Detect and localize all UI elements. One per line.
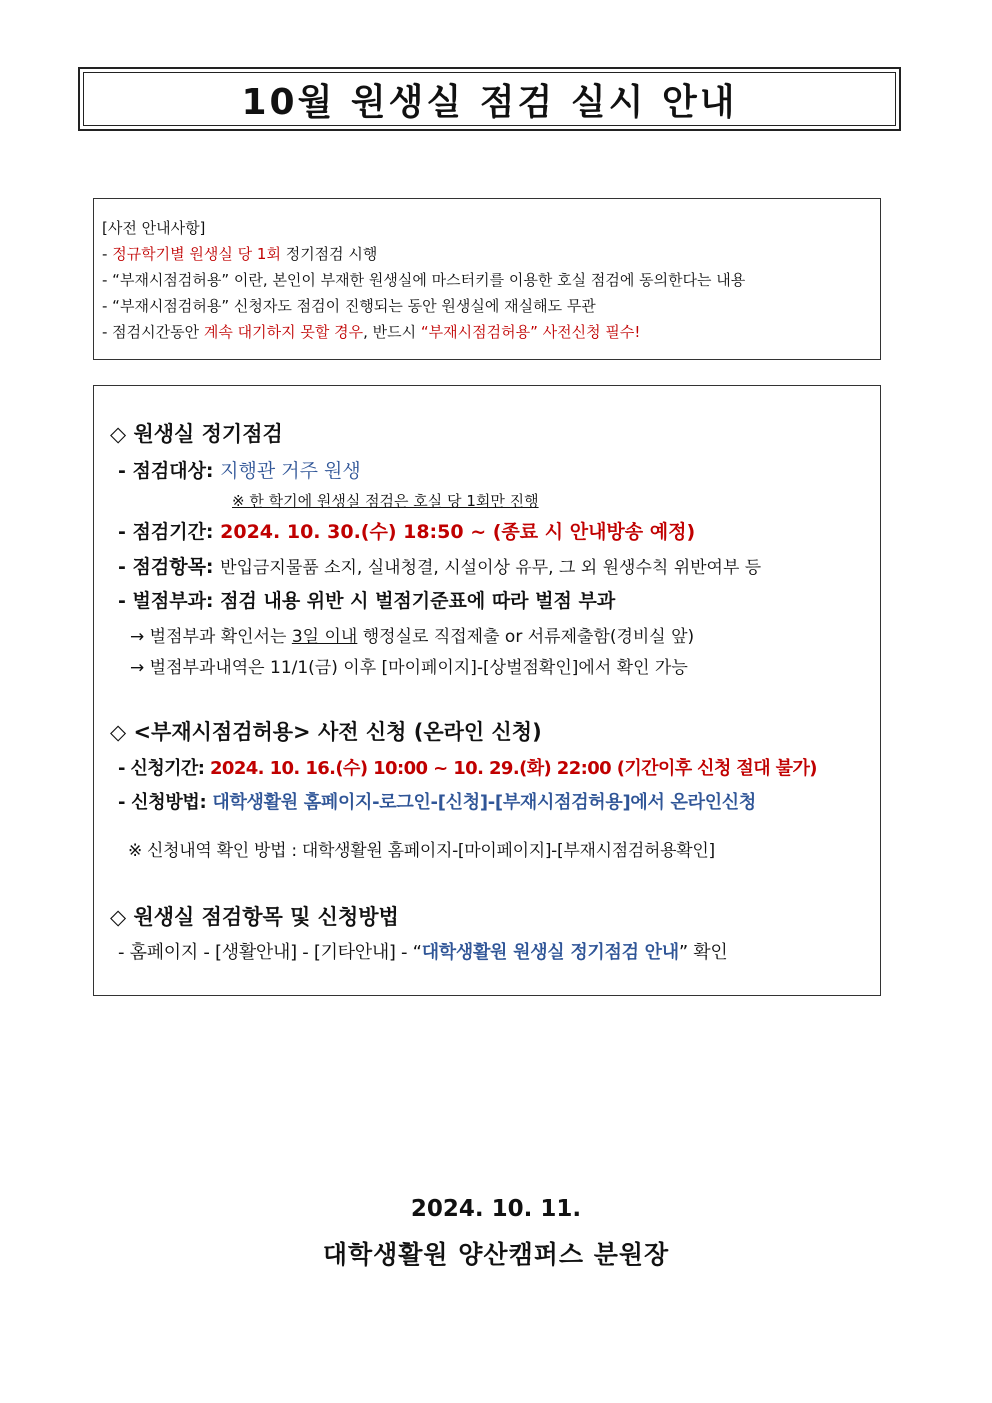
- main-box: [93, 385, 881, 996]
- apply-period-label: - 신청기간:: [118, 758, 210, 779]
- apply-method-row: [118, 788, 756, 814]
- apply-check-note: ※ 신청내역 확인 방법 : 대학생활원 홈페이지-[마이페이지]-[부재시점검허용확인]: [128, 841, 715, 861]
- notice-line-4-highlight-1: 계속 대기하지 못할 경우: [203, 323, 364, 341]
- section3-heading: ◇ 원생실 점검항목 및 신청방법: [110, 905, 399, 929]
- penalty-label: - 벌점부과:: [118, 590, 221, 612]
- apply-method-value: 대학생활원 홈페이지-로그인-[신청]-[부재시점검허용]에서 온라인신청: [212, 792, 756, 813]
- target-note: ※ 한 학기에 원생실 점검은 호실 당 1회만 진행: [232, 492, 539, 510]
- title-box: [78, 67, 901, 131]
- penalty-row: [118, 586, 615, 613]
- target-label: - 점검대상:: [118, 460, 221, 482]
- period-value: 2024. 10. 30.(수) 18:50 ~ (종료 시 안내방송 예정): [220, 521, 696, 543]
- notice-line-1: - 정규학기별 원생실 당 1회 정기점검 시행: [102, 245, 378, 263]
- arrow-line-1-underline: 3일 이내: [291, 627, 358, 647]
- footer-org: 대학생활원 양산캠퍼스 분원장: [322, 1240, 670, 1269]
- notice-line-1-highlight: 정규학기별 원생실 당 1회: [112, 245, 281, 263]
- page-title: 10월 원생실 점검 실시 안내: [241, 81, 738, 123]
- notice-line-3: - “부재시점검허용” 신청자도 점검이 진행되는 동안 원생실에 재실해도 무관: [102, 297, 596, 315]
- arrow-line-2: → 벌점부과내역은 11/1(금) 이후 [마이페이지]-[상벌점확인]에서 확인 가능: [130, 658, 688, 678]
- items-value: 반입금지물품 소지, 실내청결, 시설이상 유무, 그 외 원생수칙 위반여부 등: [220, 558, 762, 578]
- penalty-value: 점검 내용 위반 시 벌점기준표에 따라 벌점 부과: [220, 590, 616, 612]
- homepage-link-text: 대학생활원 원생실 정기점검 안내: [421, 942, 679, 963]
- target-value: 지행관 거주 원생: [220, 460, 361, 482]
- period-row: [118, 517, 695, 544]
- arrow-line-1: → 벌점부과 확인서는 3일 이내 행정실로 직접제출 or 서류제출함(경비실 앞): [130, 627, 695, 647]
- notice-line-4-highlight-2: “부재시점검허용” 사전신청 필수!: [420, 323, 641, 341]
- target-row: [118, 456, 361, 483]
- apply-period-row: [118, 754, 817, 780]
- homepage-row: - 홈페이지 - [생활안내] - [기타안내] - “대학생활원 원생실 정기점검 안내” 확인: [118, 942, 728, 963]
- period-label: - 점검기간:: [118, 521, 221, 543]
- notice-box: [93, 198, 881, 360]
- footer-date: 2024. 10. 11.: [410, 1196, 582, 1222]
- items-label: - 점검항목:: [118, 556, 221, 578]
- apply-method-label: - 신청방법:: [118, 792, 213, 813]
- notice-heading: [사전 안내사항]: [102, 219, 206, 237]
- section2-heading: ◇ <부재시점검허용> 사전 신청 (온라인 신청): [110, 720, 542, 744]
- notice-line-4: - 점검시간동안 계속 대기하지 못할 경우, 반드시 “부재시점검허용” 사전신청 필수!: [102, 323, 641, 341]
- items-row: [118, 552, 761, 579]
- section1-heading: ◇ 원생실 정기점검: [110, 422, 283, 446]
- notice-line-2: - “부재시점검허용” 이란, 본인이 부재한 원생실에 마스터키를 이용한 호실 점검에 동의한다는 내용: [102, 271, 746, 289]
- apply-period-value: 2024. 10. 16.(수) 10:00 ~ 10. 29.(화) 22:00 (기간이후 신청 절대 불가): [209, 758, 817, 779]
